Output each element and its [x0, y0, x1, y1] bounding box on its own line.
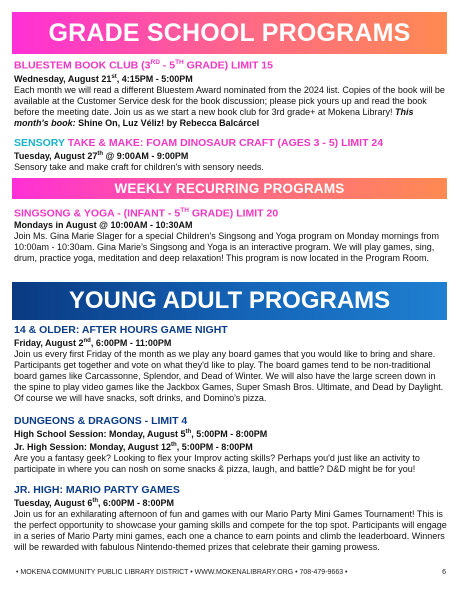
bluestem-title: BLUESTEM BOOK CLUB (3RD - 5TH GRADE) LIMIT 15	[14, 59, 273, 72]
sensory-description: Sensory take and make craft for children's with sensory needs.	[14, 162, 264, 172]
sensory-title: SENSORY TAKE & MAKE: FOAM DINOSAUR CRAFT (AGES 3 - 5) LIMIT 24	[14, 137, 384, 149]
bluestem-description: Each month we will read a different Bluestem Award nominated from the 2024 list. Copies of the book will be available at the Customer Service desk for the book discussion; please pick yours up and read the book before the meeting date. Join us as we start a new book club for 3rd grade+ at Mokena Library! This month's book: Shine On, Luz Véliz! by Rebecca Balcárcel	[14, 84, 445, 128]
dnd-section	[14, 415, 447, 475]
mario-date: Tuesday, August 6th, 6:00PM - 8:00PM	[14, 498, 175, 508]
dnd-description: Are you a fantasy geek? Looking to flex your Improv acting skills? Perhaps you'd just like an activity to participate in where you can nosh on some snacks & pizza, laugh, and battle? D&D might be for you!	[14, 453, 420, 474]
page-footer	[16, 569, 446, 576]
mario-party-section	[14, 484, 447, 553]
dnd-title: DUNGEONS & DRAGONS - LIMIT 4	[14, 415, 188, 427]
singsong-yoga-section	[14, 205, 447, 264]
bluestem-book-club-section	[14, 57, 447, 129]
mario-description: Join us for an exhilarating afternoon of fun and games with our Mario Party Mini Games Tournament! This is the perfect opportunity to showcase your gaming skills and compete for the top spot. Participants will engage in a series of Mario Party mini games, each one a chance to earn points and climb the leaderboard. Winners will be rewarded with fabulous Nintendo-themed prizes that celebrate their gaming prowess.	[14, 509, 447, 552]
game-night-title: 14 & OLDER: AFTER HOURS GAME NIGHT	[14, 324, 228, 336]
young-adult-banner: YOUNG ADULT PROGRAMS	[12, 282, 447, 320]
game-night-section	[14, 324, 447, 404]
game-night-description: Join us every first Friday of the month as we play any board games that you would like to bring and share. Participants get together and vote on what they'd like to play. The board games tend to be non-traditional board games like Carcassonne, Splendor, and Dead of Winter. We will also have the large screen down in the spine to play video games like the Jackbox Games, Super Smash Bros. Ultimate, and Dead by Daylight. Of course we will have snacks, soft drinks, and Domino's pizza.	[14, 349, 444, 403]
grade-school-banner: GRADE SCHOOL PROGRAMS	[12, 12, 447, 54]
page-number: 6	[442, 569, 446, 576]
dnd-high-school-date: High School Session: Monday, August 5th, 5:00PM - 8:00PM	[14, 429, 268, 439]
singsong-date: Mondays in August @ 10:00AM - 10:30AM	[14, 219, 193, 230]
weekly-recurring-banner: WEEKLY RECURRING PROGRAMS	[12, 178, 447, 199]
bluestem-date: Wednesday, August 21st, 4:15PM - 5:00PM	[14, 73, 193, 84]
game-night-date: Friday, August 2nd, 6:00PM - 11:00PM	[14, 338, 172, 348]
singsong-description: Join Ms. Gina Marie Slager for a special Children's Singsong and Yoga program on Monday mornings from 10:00am - 10:30am. Gina Marie's Singsong and Yoga is an interactive program. We will play games, sing, drum, practice yoga, meditation and deep relaxation! This program is now located in the Program Room.	[14, 230, 439, 263]
sensory-date: Tuesday, August 27th @ 9:00AM - 9:00PM	[14, 151, 189, 161]
footer-contact: • MOKENA COMMUNITY PUBLIC LIBRARY DISTRICT • WWW.MOKENALIBRARY.ORG • 708-479-9663 •	[16, 569, 348, 576]
singsong-title: SINGSONG & YOGA - (INFANT - 5TH GRADE) LIMIT 20	[14, 207, 279, 220]
mario-title: JR. HIGH: MARIO PARTY GAMES	[14, 484, 180, 496]
sensory-craft-section	[14, 137, 447, 173]
dnd-jr-high-date: Jr. High Session: Monday, August 12th, 5:00PM - 8:00PM	[14, 442, 253, 452]
